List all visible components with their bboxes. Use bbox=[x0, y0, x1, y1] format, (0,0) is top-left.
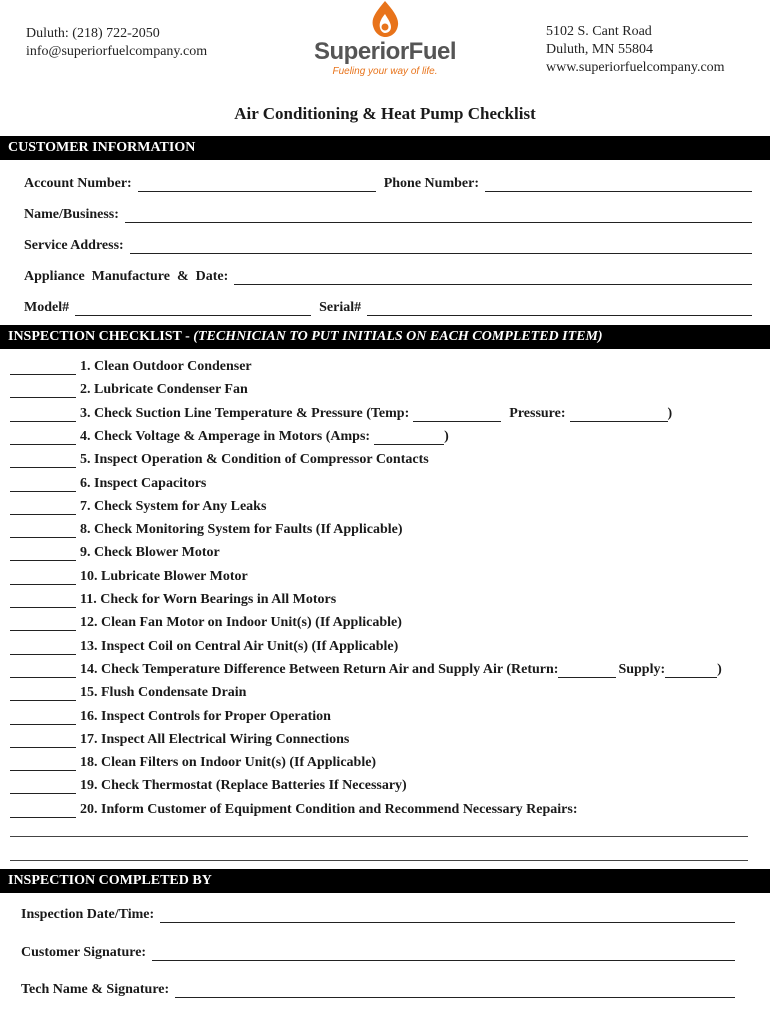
initials-field[interactable] bbox=[10, 430, 76, 445]
checklist-item-label: 12. Clean Fan Motor on Indoor Unit(s) (If Applicable) bbox=[80, 615, 402, 630]
name-business-label: Name/Business: bbox=[24, 207, 119, 222]
customer-info-header: CUSTOMER INFORMATION bbox=[0, 136, 770, 160]
checklist-heading-note: (TECHNICIAN TO PUT INITIALS ON EACH COMPLETED ITEM) bbox=[193, 329, 603, 344]
checklist-item bbox=[10, 355, 760, 375]
checklist-item bbox=[10, 448, 760, 468]
checklist-item-label: 11. Check for Worn Bearings in All Motors bbox=[80, 592, 337, 607]
inspection-date-label: Inspection Date/Time: bbox=[21, 907, 155, 922]
checklist-item bbox=[10, 541, 760, 561]
checklist-item-label: 16. Inspect Controls for Proper Operation bbox=[80, 709, 331, 724]
amps-field[interactable] bbox=[374, 431, 444, 445]
checklist-item-label: 14. Check Temperature Difference Between Return Air and Supply Air (Return: bbox=[80, 662, 559, 677]
service-address-field[interactable] bbox=[130, 239, 752, 254]
account-number-field[interactable] bbox=[138, 177, 376, 192]
tech-signature-row bbox=[21, 978, 735, 998]
checklist-item-label: 7. Check System for Any Leaks bbox=[80, 499, 267, 514]
checklist-item bbox=[10, 681, 760, 701]
model-field[interactable] bbox=[75, 301, 311, 316]
checklist-item bbox=[10, 495, 760, 515]
initials-field[interactable] bbox=[10, 803, 76, 818]
checklist-item-label: 19. Check Thermostat (Replace Batteries If Necessary) bbox=[80, 778, 407, 793]
checklist-item bbox=[10, 518, 760, 538]
checklist-item bbox=[10, 728, 760, 748]
repairs-line-2[interactable] bbox=[10, 860, 748, 861]
close-paren: ) bbox=[444, 429, 449, 444]
brand-tagline: Fueling your way of life. bbox=[332, 66, 438, 77]
checklist-item bbox=[10, 635, 760, 655]
city-address: Duluth, MN 55804 bbox=[546, 42, 653, 57]
initials-field[interactable] bbox=[10, 640, 76, 655]
checklist-item bbox=[10, 658, 760, 678]
serial-field[interactable] bbox=[367, 301, 752, 316]
checklist-item-label: 5. Inspect Operation & Condition of Compressor Contacts bbox=[80, 452, 429, 467]
checklist-item-label: 8. Check Monitoring System for Faults (If Applicable) bbox=[80, 522, 403, 537]
initials-field[interactable] bbox=[10, 477, 76, 492]
name-business-field[interactable] bbox=[125, 208, 752, 223]
checklist-item bbox=[10, 425, 760, 445]
checklist-item-label: 13. Inspect Coil on Central Air Unit(s) (If Applicable) bbox=[80, 639, 399, 654]
temp-field[interactable] bbox=[413, 408, 501, 422]
website-link[interactable]: www.superiorfuelcompany.com bbox=[546, 60, 725, 75]
checklist-item-label: 3. Check Suction Line Temperature & Pressure (Temp: bbox=[80, 406, 410, 421]
checklist-item bbox=[10, 774, 760, 794]
inspection-date-field[interactable] bbox=[160, 908, 735, 923]
initials-field[interactable] bbox=[10, 733, 76, 748]
appliance-label: Appliance Manufacture & Date: bbox=[24, 269, 229, 284]
page-title: Air Conditioning & Heat Pump Checklist bbox=[234, 104, 536, 123]
initials-field[interactable] bbox=[10, 570, 76, 585]
initials-field[interactable] bbox=[10, 593, 76, 608]
close-paren: ) bbox=[667, 406, 673, 421]
checklist-item bbox=[10, 611, 760, 631]
address-row bbox=[24, 234, 752, 254]
initials-field[interactable] bbox=[10, 663, 76, 678]
checklist-heading: INSPECTION CHECKLIST - bbox=[8, 329, 190, 344]
initials-field[interactable] bbox=[10, 500, 76, 515]
initials-field[interactable] bbox=[10, 523, 76, 538]
initials-field[interactable] bbox=[10, 686, 76, 701]
initials-field[interactable] bbox=[10, 616, 76, 631]
initials-field[interactable] bbox=[10, 407, 76, 422]
email-link[interactable]: info@superiorfuelcompany.com bbox=[26, 44, 208, 59]
checklist-item-label: 1. Clean Outdoor Condenser bbox=[80, 359, 252, 374]
checklist-item-label: 15. Flush Condensate Drain bbox=[80, 685, 247, 700]
flame-icon bbox=[367, 0, 403, 38]
account-phone-row bbox=[24, 172, 752, 192]
checklist-item bbox=[10, 402, 760, 422]
close-paren: ) bbox=[717, 662, 722, 677]
checklist-item bbox=[10, 798, 760, 818]
checklist-item bbox=[10, 751, 760, 771]
initials-field[interactable] bbox=[10, 710, 76, 725]
tech-signature-label: Tech Name & Signature: bbox=[21, 982, 170, 997]
checklist-item bbox=[10, 565, 760, 585]
contact-right bbox=[546, 23, 725, 77]
customer-signature-row bbox=[21, 941, 735, 961]
return-field[interactable] bbox=[558, 664, 616, 678]
name-row bbox=[24, 203, 752, 223]
completed-by-header: INSPECTION COMPLETED BY bbox=[0, 869, 770, 893]
customer-signature-label: Customer Signature: bbox=[21, 945, 147, 960]
pressure-field[interactable] bbox=[570, 408, 668, 422]
initials-field[interactable] bbox=[10, 546, 76, 561]
checklist-item-label: 18. Clean Filters on Indoor Unit(s) (If Applicable) bbox=[80, 755, 377, 770]
date-row bbox=[21, 903, 735, 923]
phone-number-field[interactable] bbox=[485, 177, 752, 192]
pressure-label: Pressure: bbox=[509, 406, 566, 421]
model-label: Model# bbox=[24, 300, 70, 315]
service-address-label: Service Address: bbox=[24, 238, 124, 253]
checklist-item bbox=[10, 378, 760, 398]
supply-field[interactable] bbox=[665, 664, 717, 678]
initials-field[interactable] bbox=[10, 360, 76, 375]
brand-name: SuperiorFuel bbox=[313, 38, 457, 65]
checklist-item bbox=[10, 472, 760, 492]
checklist-item-label: 4. Check Voltage & Amperage in Motors (Amps: bbox=[80, 429, 371, 444]
contact-left bbox=[26, 25, 207, 61]
checklist-item-label: 20. Inform Customer of Equipment Condition and Recommend Necessary Repairs: bbox=[80, 802, 578, 817]
initials-field[interactable] bbox=[10, 756, 76, 771]
initials-field[interactable] bbox=[10, 383, 76, 398]
initials-field[interactable] bbox=[10, 453, 76, 468]
initials-field[interactable] bbox=[10, 779, 76, 794]
serial-label: Serial# bbox=[319, 300, 362, 315]
inspection-checklist-header bbox=[0, 325, 770, 349]
appliance-row bbox=[24, 265, 752, 285]
checklist-item bbox=[10, 705, 760, 725]
company-logo bbox=[310, 0, 460, 82]
checklist-item bbox=[10, 588, 760, 608]
checklist-item-label: 9. Check Blower Motor bbox=[80, 545, 220, 560]
checklist-item-label: 2. Lubricate Condenser Fan bbox=[80, 382, 248, 397]
phone-text: Duluth: (218) 722-2050 bbox=[26, 26, 160, 41]
checklist-item-label: 17. Inspect All Electrical Wiring Connections bbox=[80, 732, 350, 747]
customer-signature-field[interactable] bbox=[152, 946, 735, 961]
model-serial-row bbox=[24, 296, 752, 316]
supply-label: Supply: bbox=[618, 662, 666, 677]
repairs-line-1[interactable] bbox=[10, 836, 748, 837]
tech-signature-field[interactable] bbox=[175, 983, 735, 998]
phone-number-label: Phone Number: bbox=[383, 176, 479, 191]
checklist-item-label: 6. Inspect Capacitors bbox=[80, 476, 207, 491]
account-number-label: Account Number: bbox=[24, 176, 132, 191]
appliance-field[interactable] bbox=[234, 270, 752, 285]
street-address: 5102 S. Cant Road bbox=[546, 24, 652, 39]
checklist-item-label: 10. Lubricate Blower Motor bbox=[80, 569, 248, 584]
